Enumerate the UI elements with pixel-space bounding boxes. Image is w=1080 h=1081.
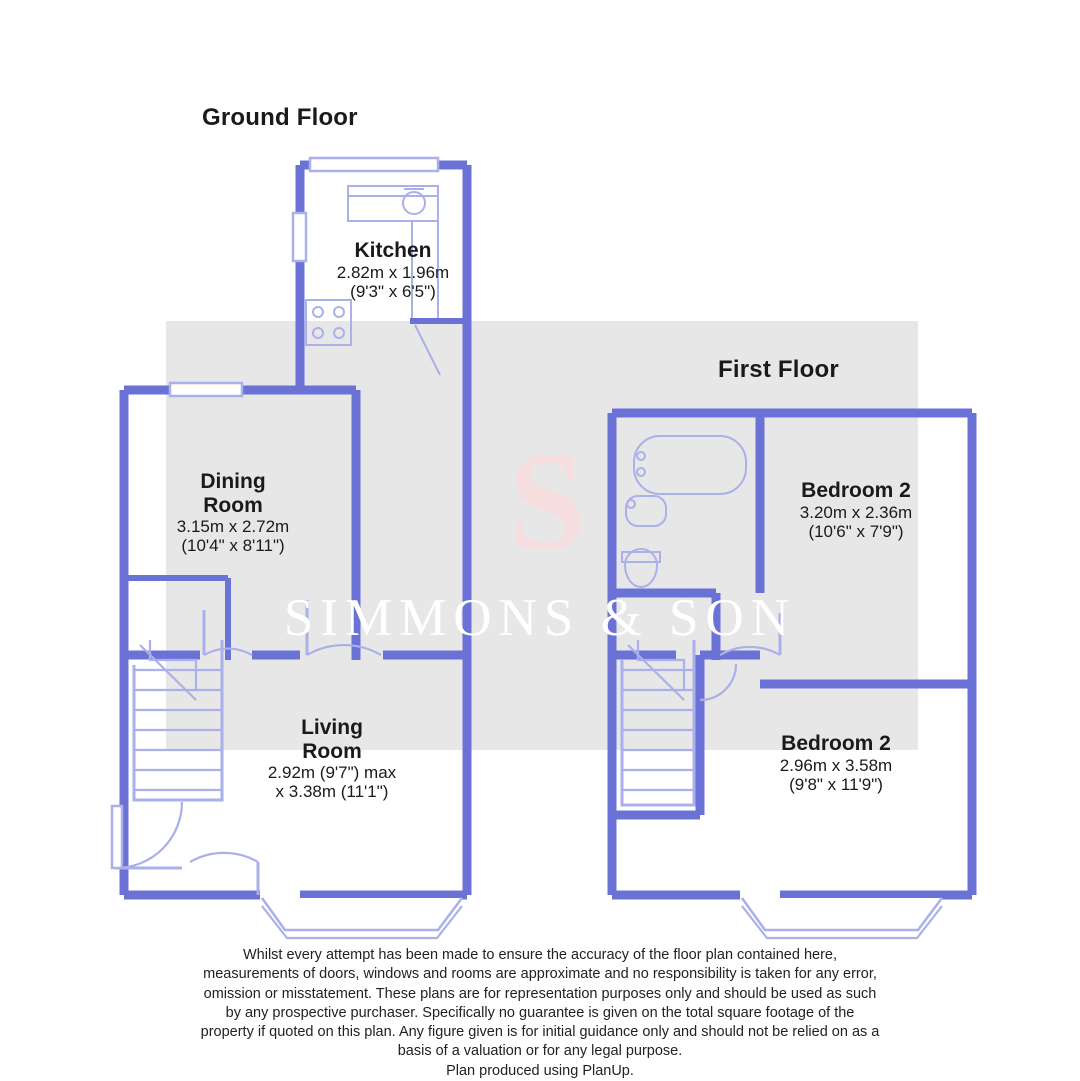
disclaimer-line-5: property if quoted on this plan. Any figure given is for initial guidance only and should not be relied on as a [200, 1024, 880, 1041]
disclaimer-line-4: by any prospective purchaser. Specifically no guarantee is given on the total square footage of the [225, 1004, 855, 1021]
room-label-living [248, 716, 416, 801]
room-name-dining-line1: Dining [200, 470, 266, 493]
room-dims-kitchen-imperial: (9'3" x 6'5") [350, 281, 436, 301]
first-floor-stairs [622, 640, 694, 805]
room-name-bedroom-lower: Bedroom 2 [781, 732, 891, 755]
disclaimer-line-6: basis of a valuation or for any legal purpose. [397, 1043, 683, 1060]
disclaimer-line-7: Plan produced using PlanUp. [446, 1062, 634, 1079]
disclaimer-line-3: omission or misstatement. These plans are for representation purposes only and should be used as such [203, 985, 877, 1002]
disclaimer-line-2: measurements of doors, windows and rooms are approximate and no responsibility is taken for any error, [203, 966, 877, 983]
room-label-kitchen [313, 239, 473, 301]
floor-title-first: First Floor [718, 356, 839, 383]
room-dims-dining-metric: 3.15m x 2.72m [176, 517, 290, 537]
room-label-dining [150, 470, 316, 555]
watermark-text: SIMMONS & SON [283, 589, 797, 647]
room-name-living-line2: Room [302, 739, 362, 763]
room-name-dining-line2: Room [203, 493, 263, 517]
room-name-kitchen: Kitchen [354, 239, 432, 262]
disclaimer [0, 946, 1080, 1081]
room-label-bedroom-lower [753, 732, 919, 794]
room-dims-bedroom-upper-metric: 3.20m x 2.36m [799, 502, 913, 522]
room-dims-bedroom-lower-imperial: (9'8" x 11'9") [789, 774, 883, 794]
room-dims-bedroom-upper-imperial: (10'6" x 7'9") [808, 521, 904, 541]
room-label-bedroom-upper [773, 479, 939, 541]
room-dims-bedroom-lower-metric: 2.96m x 3.58m [779, 755, 893, 775]
ground-stairs [134, 640, 222, 800]
room-dims-living-imperial: x 3.38m (11'1") [275, 782, 389, 802]
room-dims-dining-imperial: (10'4" x 8'11") [181, 536, 285, 556]
room-name-living-line1: Living [301, 716, 363, 739]
floor-title-ground: Ground Floor [202, 104, 358, 131]
watermark-monogram: S [508, 424, 586, 579]
disclaimer-line-1: Whilst every attempt has been made to ensure the accuracy of the floor plan contained here, [242, 947, 838, 963]
room-name-bedroom-upper: Bedroom 2 [801, 479, 911, 502]
room-dims-living-metric: 2.92m (9'7") max [267, 763, 397, 783]
room-dims-kitchen-metric: 2.82m x 1.96m [336, 262, 450, 282]
